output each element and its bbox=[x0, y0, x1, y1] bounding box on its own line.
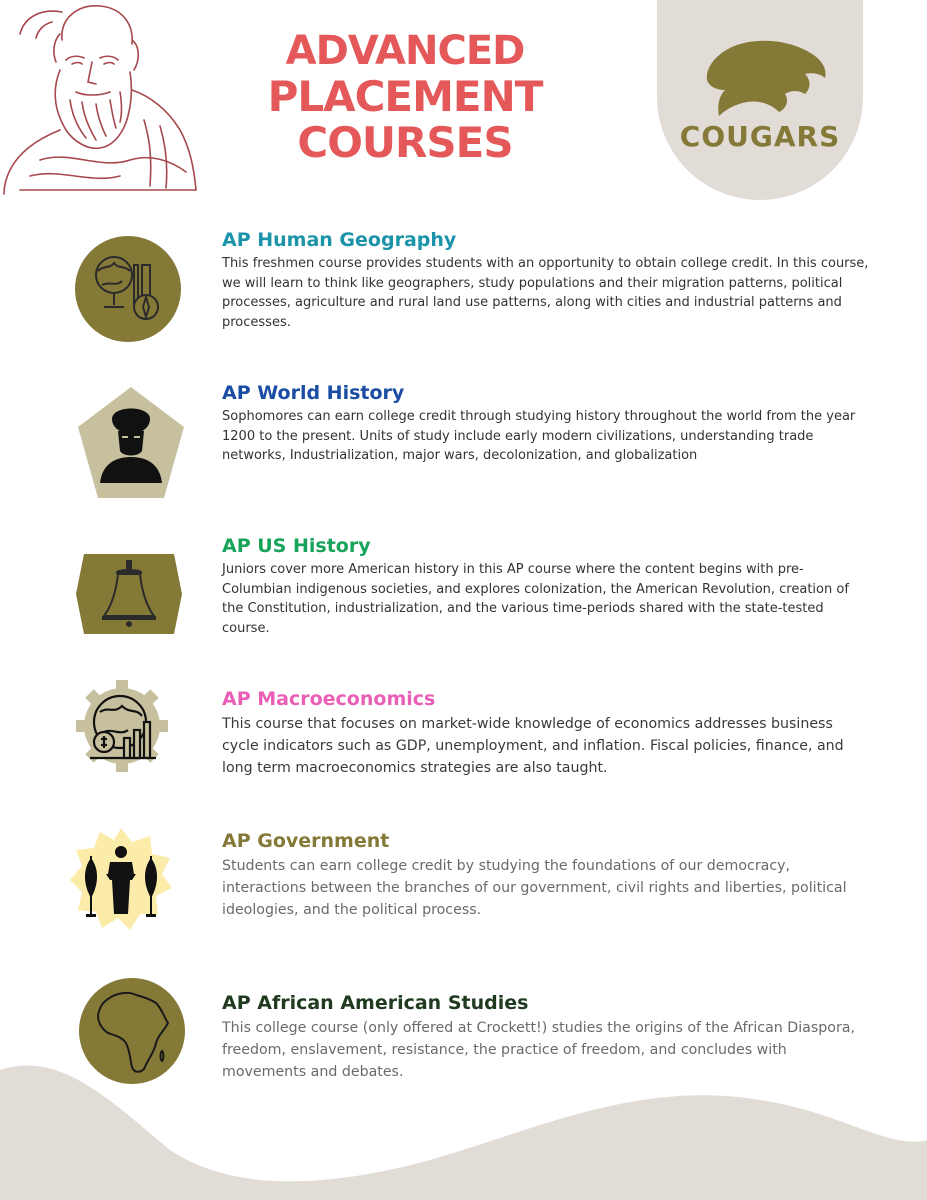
course-title: AP US History bbox=[222, 535, 371, 557]
speaker-podium-icon bbox=[68, 826, 174, 932]
course-title: AP Human Geography bbox=[222, 229, 457, 251]
cougars-logo-text: COUGARS bbox=[679, 120, 841, 153]
course-human-geography bbox=[222, 228, 872, 332]
page-title bbox=[160, 28, 650, 166]
course-title: AP Government bbox=[222, 830, 390, 852]
course-description: Sophomores can earn college credit through studying history throughout the world from the year 1200 to the present. Units of study include early modern civilizations, understanding trade networks, Industrialization, major wars, decolonization, and globalization bbox=[222, 409, 856, 463]
cougar-head-icon bbox=[699, 34, 829, 120]
africa-map-icon bbox=[78, 977, 186, 1085]
title-line-2: PLACEMENT COURSES bbox=[267, 72, 543, 167]
global-economy-icon bbox=[74, 678, 170, 774]
course-title: AP Macroeconomics bbox=[222, 688, 436, 710]
course-title: AP World History bbox=[222, 382, 405, 404]
course-title: AP African American Studies bbox=[222, 992, 529, 1014]
course-government bbox=[222, 829, 872, 921]
course-description: This course that focuses on market-wide knowledge of economics addresses business cycle indicators such as GDP, unemployment, and inflation. Fiscal policies, finance, and long term macroeconomics strategies are also taught. bbox=[222, 716, 844, 776]
course-african-american-studies bbox=[222, 991, 872, 1083]
liberty-bell-icon bbox=[76, 554, 182, 634]
course-description: Students can earn college credit by studying the foundations of our democracy, interactions between the branches of our government, civil rights and liberties, political ideologies, and the political process. bbox=[222, 858, 847, 918]
course-description: This freshmen course provides students with an opportunity to obtain college credit. In this course, we will learn to think like geographers, study populations and their migration patterns, political processes, agriculture and rural land use patterns, along with cities and industrial patterns and processes. bbox=[222, 256, 869, 330]
course-macroeconomics bbox=[222, 687, 872, 779]
title-line-1: ADVANCED bbox=[285, 28, 525, 74]
course-description: Juniors cover more American history in this AP course where the content begins with pre-Columbian indigenous societies, and explores colonization, the American Revolution, creation of the Constitution, industrialization, and the various time-periods shared with the state-tested course. bbox=[222, 562, 849, 636]
globe-compass-icon bbox=[74, 235, 182, 343]
historical-figure-icon bbox=[76, 385, 186, 500]
course-description: This college course (only offered at Crockett!) studies the origins of the African Diaspora, freedom, enslavement, resistance, the practice of freedom, and concludes with movements and debates. bbox=[222, 1020, 855, 1080]
course-us-history bbox=[222, 534, 872, 638]
course-world-history bbox=[222, 381, 872, 466]
cougars-logo-badge bbox=[657, 0, 863, 200]
